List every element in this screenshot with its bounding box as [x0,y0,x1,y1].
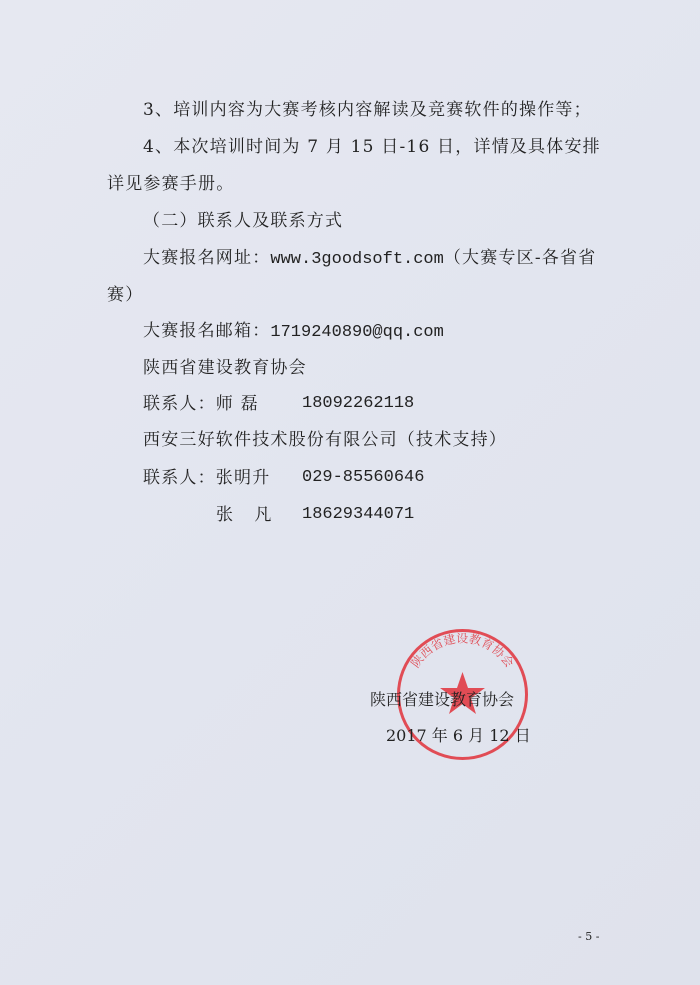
org-1: 陕西省建设教育协会 [143,358,307,378]
website-note-cont: 赛） [107,285,144,305]
item-4-cont: 详见参赛手册。 [107,174,235,194]
item-3: 3、培训内容为大赛考核内容解读及竞赛软件的操作等； [143,100,592,120]
contact-2-label: 联系人：张明升 [143,468,271,488]
contact-2-phone: 029-85560646 [302,468,425,487]
contact-3-phone: 18629344071 [302,505,415,524]
page-number: - 5 - [578,930,600,943]
contact-3-name: 张 凡 [216,505,280,525]
org-2: 西安三好软件技术股份有限公司（技术支持） [143,430,507,450]
website-note: （大赛专区-各省省 [443,248,597,268]
email-line [143,321,444,343]
email-label: 大赛报名邮箱： [143,321,271,341]
website-url: www.3goodsoft.com [270,250,444,269]
website-label: 大赛报名网址： [143,248,271,268]
signature-org: 陕西省建设教育协会 [370,690,515,709]
email: 1719240890@qq.com [270,323,444,342]
seal-text: 陕西省建设教育协会 [408,631,517,671]
contact-1-label: 联系人：师 磊 [143,394,259,414]
section-heading: （二）联系人及联系方式 [143,211,344,231]
contact-1-phone: 18092262118 [302,394,415,413]
signature-date: 2017 年 6 月 12 日 [386,726,531,745]
item-4: 4、本次培训时间为 7 月 15 日-16 日，详情及具体安排 [143,137,601,157]
website-line [143,248,596,270]
